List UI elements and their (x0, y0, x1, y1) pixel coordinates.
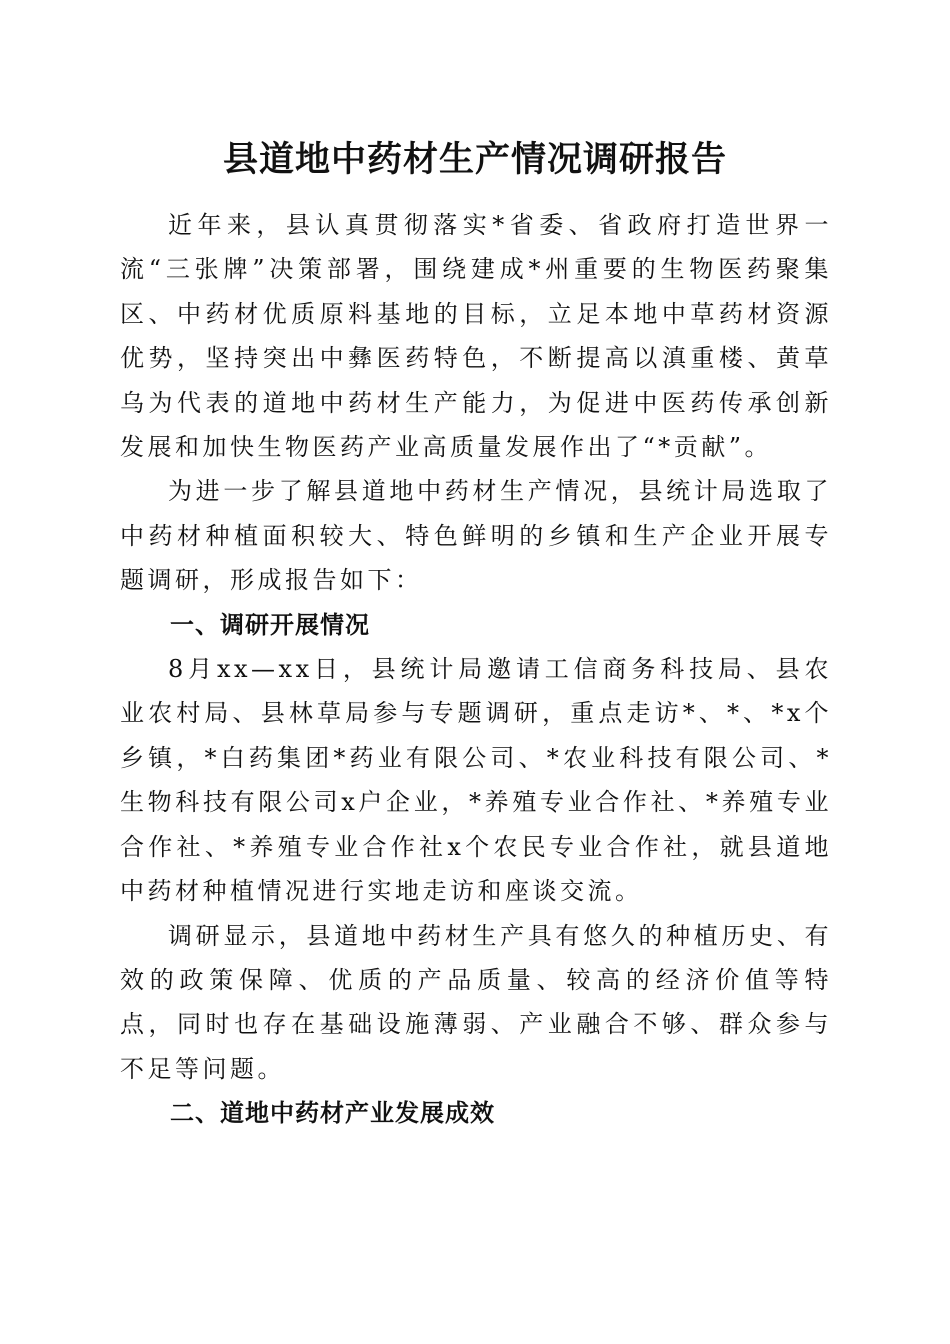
document-body (120, 203, 832, 1136)
paragraph-survey-findings: 调研显示，县道地中药材生产具有悠久的种植历史、有效的政策保障、优质的产品质量、较高的经济价值等特点，同时也存在基础设施薄弱、产业融合不够、群众参与不足等问题。 (120, 921, 832, 1083)
document-title: 县道地中药材生产情况调研报告 (222, 139, 727, 180)
paragraph-survey-details: 8月xx—xx日，县统计局邀请工信商务科技局、县农业农村局、县林草局参与专题调研，重点走访*、*、*x个乡镇，*白药集团*药业有限公司、*农业科技有限公司、*生物科技有限公司x户企业，*养殖专业合作社、*养殖专业合作社、*养殖专业合作社x个农民专业合作社，就县道地中药材种植情况进行实地走访和座谈交流。 (120, 655, 832, 906)
paragraph-intro: 近年来，县认真贯彻落实*省委、省政府打造世界一流“三张牌”决策部署，围绕建成*州重要的生物医药聚集区、中药材优质原料基地的目标，立足本地中草药材资源优势，坚持突出中彝医药特色，不断提高以滇重楼、黄草乌为代表的道地中药材生产能力，为促进中医药传承创新发展和加快生物医药产业高质量发展作出了“*贡献”。 (120, 211, 832, 462)
section-heading-1: 一、调研开展情况 (170, 610, 370, 639)
section-heading-2: 二、道地中药材产业发展成效 (170, 1099, 495, 1128)
paragraph-purpose: 为进一步了解县道地中药材生产情况，县统计局选取了中药材种植面积较大、特色鲜明的乡镇和生产企业开展专题调研，形成报告如下： (120, 477, 832, 595)
